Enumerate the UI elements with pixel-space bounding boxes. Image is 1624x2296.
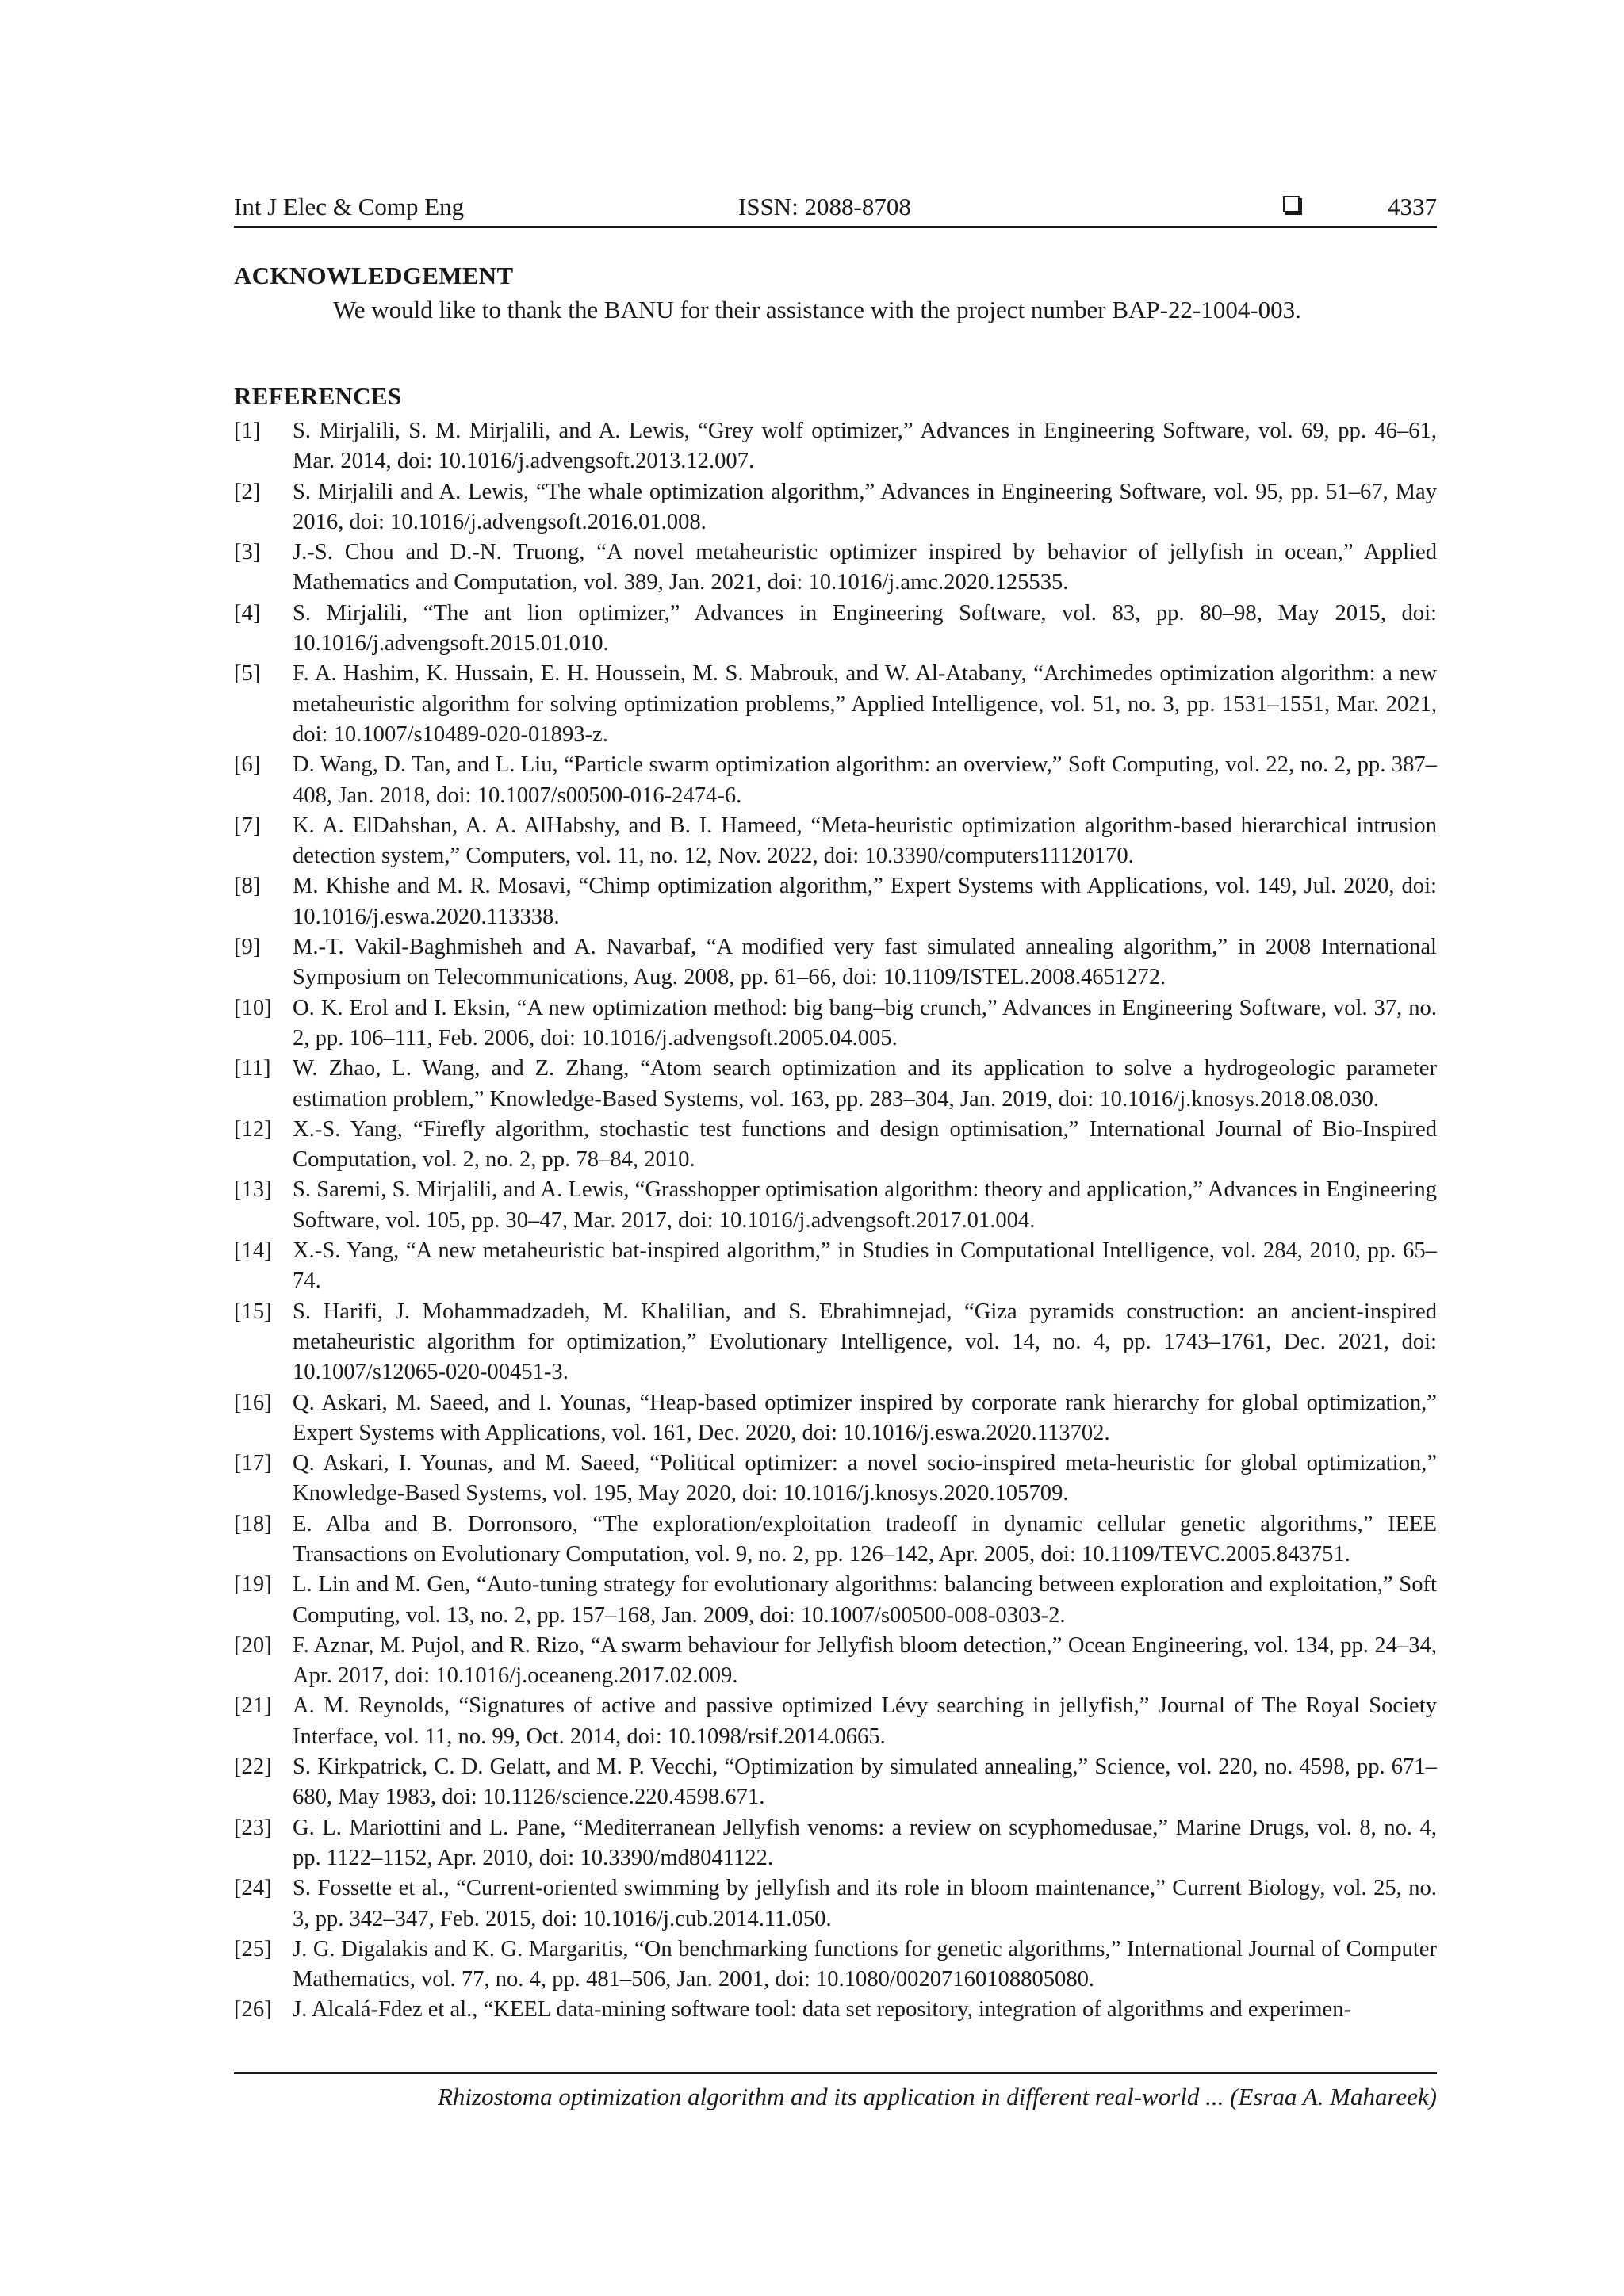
- reference-text: D. Wang, D. Tan, and L. Liu, “Particle swarm optimization algorithm: an overview,” Soft Computing, vol. 22, no. 2, pp. 387–408, Jan. 2018, doi: 10.1007/s00500-016-2474-6.: [293, 752, 1437, 808]
- reference-number: [18]: [234, 1511, 272, 1536]
- reference-number: [24]: [234, 1876, 272, 1901]
- reference-text: S. Mirjalili and A. Lewis, “The whale optimization algorithm,” Advances in Engineering Software, vol. 95, pp. 51–67, May 2016, doi: 10.1016/j.advengsoft.2016.01.008.: [293, 479, 1437, 534]
- reference-text: G. L. Mariottini and L. Pane, “Mediterranean Jellyfish venoms: a review on scyphomedusae,” Marine Drugs, vol. 8, no. 4, pp. 1122–1152, Apr. 2010, doi: 10.3390/md8041122.: [293, 1815, 1437, 1870]
- reference-item: [234, 1752, 1437, 1813]
- reference-text: O. K. Erol and I. Eksin, “A new optimization method: big bang–big crunch,” Advances in Engineering Software, vol. 37, no. 2, pp. 106–111, Feb. 2006, doi: 10.1016/j.advengsoft.2005.04.005.: [293, 995, 1437, 1050]
- reference-number: [21]: [234, 1693, 272, 1719]
- reference-text: Q. Askari, I. Younas, and M. Saeed, “Political optimizer: a novel socio-inspired meta-heuristic for global optimization,” Knowledge-Based Systems, vol. 195, May 2020, doi: 10.1016/j.knosys.2020.105709.: [293, 1451, 1437, 1506]
- reference-number: [8]: [234, 874, 261, 899]
- reference-item: [234, 1995, 1437, 2025]
- reference-text: J.-S. Chou and D.-N. Truong, “A novel metaheuristic optimizer inspired by behavior of jellyfish in ocean,” Applied Mathematics and Computation, vol. 389, Jan. 2021, doi: 10.1016/j.amc.2020.125535.: [293, 540, 1437, 595]
- reference-text: E. Alba and B. Dorronsoro, “The exploration/exploitation tradeoff in dynamic cellular genetic algorithms,” IEEE Transactions on Evolutionary Computation, vol. 9, no. 2, pp. 126–142, Apr. 2005, doi: 10.1109/TEVC.2005.843751.: [293, 1511, 1437, 1567]
- reference-item: [234, 811, 1437, 872]
- reference-item: [234, 416, 1437, 477]
- reference-text: S. Saremi, S. Mirjalili, and A. Lewis, “Grasshopper optimisation algorithm: theory and application,” Advances in Engineering Software, vol. 105, pp. 30–47, Mar. 2017, doi: 10.1016/j.advengsoft.2017.01.004.: [293, 1177, 1437, 1233]
- reference-text: X.-S. Yang, “Firefly algorithm, stochastic test functions and design optimisation,” International Journal of Bio-Inspired Computation, vol. 2, no. 2, pp. 78–84, 2010.: [293, 1116, 1437, 1173]
- reference-text: S. Mirjalili, “The ant lion optimizer,” Advances in Engineering Software, vol. 83, pp. 80–98, May 2015, doi: 10.1016/j.advengsoft.2015.01.010.: [293, 600, 1437, 656]
- reference-item: [234, 1510, 1437, 1571]
- reference-text: M. Khishe and M. R. Mosavi, “Chimp optimization algorithm,” Expert Systems with Applications, vol. 149, Jul. 2020, doi: 10.1016/j.eswa.2020.113338.: [293, 874, 1437, 929]
- reference-number: [1]: [234, 419, 261, 443]
- reference-item: [234, 1631, 1437, 1692]
- reference-number: [4]: [234, 600, 261, 626]
- reference-number: [12]: [234, 1116, 272, 1142]
- footer-rule: [234, 2072, 1437, 2074]
- reference-item: [234, 538, 1437, 599]
- reference-item: [234, 1297, 1437, 1388]
- reference-number: [3]: [234, 540, 261, 565]
- acknowledgement-text: We would like to thank the BANU for their assistance with the project number BAP-22-1004-003.: [333, 296, 1301, 323]
- reference-number: [6]: [234, 752, 261, 778]
- reference-text: M.-T. Vakil-Baghmisheh and A. Navarbaf, “A modified very fast simulated annealing algorithm,” in 2008 International Symposium on Telecommunications, Aug. 2008, pp. 61–66, doi: 10.1109/ISTEL.2008.4651272.: [293, 935, 1437, 990]
- reference-number: [2]: [234, 479, 261, 504]
- reference-item: [234, 1570, 1437, 1631]
- reference-number: [9]: [234, 935, 261, 960]
- reference-item: [234, 1175, 1437, 1236]
- reference-item: [234, 1236, 1437, 1297]
- reference-number: [14]: [234, 1238, 272, 1264]
- reference-number: [17]: [234, 1451, 272, 1476]
- reference-item: [234, 1873, 1437, 1934]
- reference-number: [13]: [234, 1177, 272, 1203]
- reference-text: S. Kirkpatrick, C. D. Gelatt, and M. P. Vecchi, “Optimization by simulated annealing,” Science, vol. 220, no. 4598, pp. 671–680, May 1983, doi: 10.1126/science.220.4598.671.: [293, 1755, 1437, 1810]
- reference-item: [234, 1691, 1437, 1752]
- reference-item: [234, 1054, 1437, 1115]
- reference-text: W. Zhao, L. Wang, and Z. Zhang, “Atom search optimization and its application to solve a hydrogeologic parameter estimation problem,” Knowledge-Based Systems, vol. 163, pp. 283–304, Jan. 2019, doi: 10.1016/j.knosys.2018.08.030.: [293, 1056, 1437, 1112]
- reference-number: [15]: [234, 1299, 272, 1324]
- acknowledgement-heading: ACKNOWLEDGEMENT: [234, 262, 514, 289]
- reference-text: F. A. Hashim, K. Hussain, E. H. Houssein, M. S. Mabrouk, and W. Al-Atabany, “Archimedes optimization algorithm: a new metaheuristic algorithm for solving optimization problems,” Applied Intelligence, vol. 51, no. 3, pp. 1531–1551, Mar. 2021, doi: 10.1007/s10489-020-01893-z.: [293, 661, 1437, 747]
- reference-text: K. A. ElDahshan, A. A. AlHabshy, and B. I. Hameed, “Meta-heuristic optimization algorithm-based hierarchical intrusion detection system,” Computers, vol. 11, no. 12, Nov. 2022, doi: 10.3390/computers11120170.: [293, 813, 1437, 869]
- reference-text: J. G. Digalakis and K. G. Margaritis, “On benchmarking functions for genetic algorithms,” International Journal of Computer Mathematics, vol. 77, no. 4, pp. 481–506, Jan. 2001, doi: 10.1080/00207160108805080.: [293, 1936, 1437, 1992]
- page-number: 4337: [1388, 193, 1437, 220]
- reference-item: [234, 871, 1437, 932]
- reference-item: [234, 659, 1437, 750]
- running-header: [234, 193, 1437, 224]
- reference-item: [234, 599, 1437, 660]
- reference-list: [234, 416, 1437, 2026]
- references-heading: REFERENCES: [234, 382, 402, 410]
- reference-item: [234, 1934, 1437, 1996]
- header-rule: [234, 226, 1437, 228]
- reference-text: L. Lin and M. Gen, “Auto-tuning strategy for evolutionary algorithms: balancing between exploration and exploitation,” Soft Computing, vol. 13, no. 2, pp. 157–168, Jan. 2009, doi: 10.1007/s00500-008-0303-2.: [293, 1572, 1437, 1628]
- reference-number: [23]: [234, 1815, 272, 1840]
- reference-number: [5]: [234, 661, 261, 687]
- reference-number: [11]: [234, 1056, 271, 1081]
- reference-number: [16]: [234, 1390, 272, 1415]
- reference-text: X.-S. Yang, “A new metaheuristic bat-inspired algorithm,” in Studies in Computational Intelligence, vol. 284, 2010, pp. 65–74.: [293, 1238, 1437, 1294]
- reference-number: [25]: [234, 1936, 272, 1961]
- reference-item: [234, 932, 1437, 993]
- reference-number: [26]: [234, 1997, 272, 2022]
- reference-text: S. Harifi, J. Mohammadzadeh, M. Khalilian, and S. Ebrahimnejad, “Giza pyramids construction: an ancient-inspired metaheuristic algorithm for optimization,” Evolutionary Intelligence, vol. 14, no. 4, pp. 1743–1761, Dec. 2021, doi: 10.1007/s12065-020-00451-3.: [293, 1299, 1437, 1385]
- journal-name: Int J Elec & Comp Eng: [234, 193, 465, 220]
- reference-number: [19]: [234, 1572, 272, 1598]
- square-box-icon: [1283, 196, 1300, 212]
- reference-number: [10]: [234, 995, 272, 1020]
- running-footer: Rhizostoma optimization algorithm and its application in different real-world ... (Esraa A. Mahareek): [437, 2083, 1437, 2110]
- reference-number: [20]: [234, 1632, 272, 1658]
- reference-text: Q. Askari, M. Saeed, and I. Younas, “Heap-based optimizer inspired by corporate rank hierarchy for global optimization,” Expert Systems with Applications, vol. 161, Dec. 2020, doi: 10.1016/j.eswa.2020.113702.: [293, 1390, 1437, 1445]
- reference-text: F. Aznar, M. Pujol, and R. Rizo, “A swarm behaviour for Jellyfish bloom detection,” Ocean Engineering, vol. 134, pp. 24–34, Apr. 2017, doi: 10.1016/j.oceaneng.2017.02.009.: [293, 1632, 1437, 1689]
- issn: ISSN: 2088-8708: [738, 193, 911, 220]
- reference-text: S. Fossette et al., “Current-oriented swimming by jellyfish and its role in bloom maintenance,” Current Biology, vol. 25, no. 3, pp. 342–347, Feb. 2015, doi: 10.1016/j.cub.2014.11.050.: [293, 1876, 1437, 1931]
- reference-text: S. Mirjalili, S. M. Mirjalili, and A. Lewis, “Grey wolf optimizer,” Advances in Engineering Software, vol. 69, pp. 46–61, Mar. 2014, doi: 10.1016/j.advengsoft.2013.12.007.: [293, 419, 1437, 474]
- reference-item: [234, 1388, 1437, 1449]
- reference-item: [234, 993, 1437, 1054]
- reference-item: [234, 477, 1437, 538]
- reference-item: [234, 1448, 1437, 1510]
- reference-number: [7]: [234, 813, 261, 838]
- reference-item: [234, 1813, 1437, 1874]
- reference-text: A. M. Reynolds, “Signatures of active and passive optimized Lévy searching in jellyfish,” Journal of The Royal Society Interface, vol. 11, no. 99, Oct. 2014, doi: 10.1098/rsif.2014.0665.: [293, 1693, 1437, 1749]
- reference-item: [234, 750, 1437, 811]
- reference-item: [234, 1115, 1437, 1176]
- reference-number: [22]: [234, 1755, 272, 1780]
- reference-text: J. Alcalá-Fdez et al., “KEEL data-mining software tool: data set repository, integration of algorithms and experimen-: [293, 1997, 1352, 2022]
